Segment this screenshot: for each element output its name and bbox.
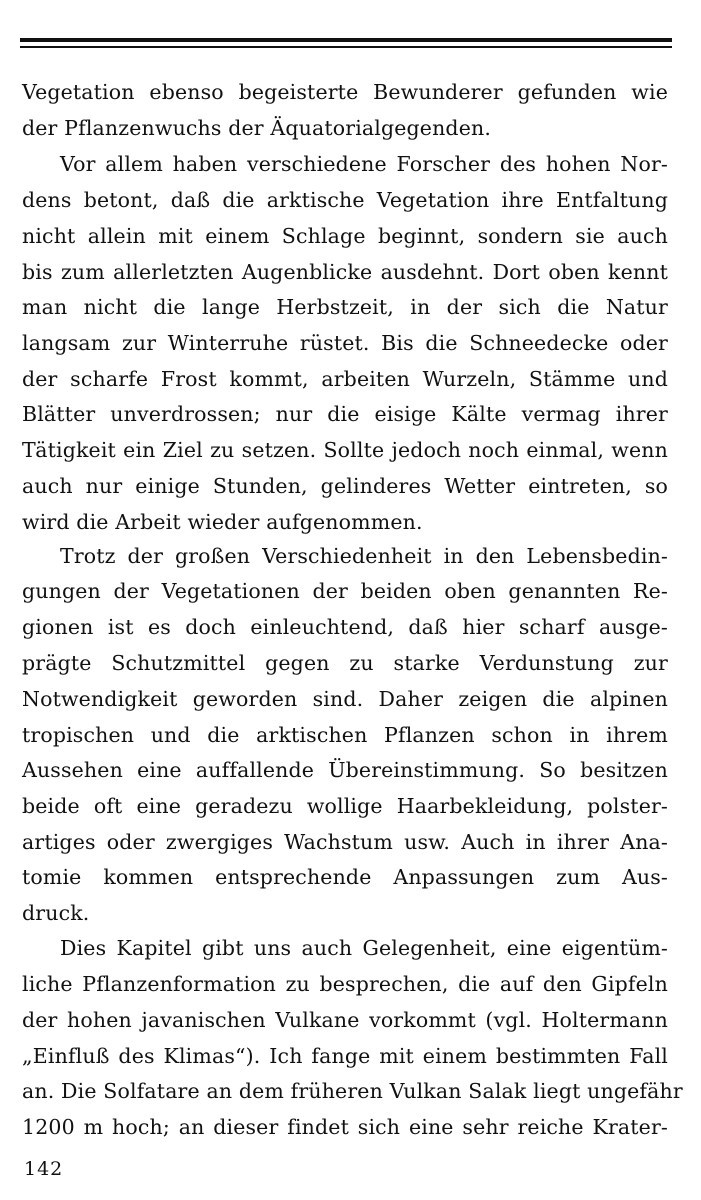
text-line: liche Pflanzenformation zu besprechen, die auf den Gipfeln xyxy=(22,972,668,996)
text-line: artiges oder zwergiges Wachstum usw. Auch in ihrer Ana- xyxy=(22,830,668,854)
text-line: man nicht die lange Herbstzeit, in der sich die Natur xyxy=(22,295,668,319)
text-line: nicht allein mit einem Schlage beginnt, sondern sie auch xyxy=(22,224,668,248)
text-line: prägte Schutzmittel gegen zu starke Verdunstung zur xyxy=(22,651,668,675)
text-line: an. Die Solfatare an dem früheren Vulkan Salak liegt ungefähr xyxy=(22,1079,683,1103)
text-line: der hohen javanischen Vulkane vorkommt (vgl. Holtermann xyxy=(22,1008,668,1032)
page-number: 142 xyxy=(24,1158,64,1180)
header-rule-thin xyxy=(20,46,672,48)
text-line: tomie kommen entsprechende Anpassungen zum Aus- xyxy=(22,865,668,889)
text-line: Vegetation ebenso begeisterte Bewunderer gefunden wie xyxy=(22,80,668,104)
text-line: auch nur einige Stunden, gelinderes Wetter eintreten, so xyxy=(22,474,668,498)
text-line: gionen ist es doch einleuchtend, daß hier scharf ausge- xyxy=(22,615,668,639)
text-line: beide oft eine geradezu wollige Haarbekleidung, polster- xyxy=(22,794,668,818)
text-line: gungen der Vegetationen der beiden oben genannten Re- xyxy=(22,579,668,603)
text-line: wird die Arbeit wieder aufgenommen. xyxy=(22,510,423,534)
text-line: bis zum allerletzten Augenblicke ausdehnt. Dort oben kennt xyxy=(22,260,668,284)
text-line: Aussehen eine auffallende Übereinstimmung. So besitzen xyxy=(22,758,668,782)
text-line: der scharfe Frost kommt, arbeiten Wurzeln, Stämme und xyxy=(22,367,668,391)
text-line: langsam zur Winterruhe rüstet. Bis die Schneedecke oder xyxy=(22,331,668,355)
text-line: „Einfluß des Klimas“). Ich fange mit einem bestimmten Fall xyxy=(22,1044,668,1068)
text-line: tropischen und die arktischen Pflanzen schon in ihrem xyxy=(22,723,668,747)
text-line: Vor allem haben verschiedene Forscher des hohen Nor- xyxy=(60,152,668,176)
header-rule-thick xyxy=(20,38,672,42)
text-line: der Pflanzenwuchs der Äquatorialgegenden. xyxy=(22,116,492,140)
text-line: dens betont, daß die arktische Vegetation ihre Entfaltung xyxy=(22,188,668,212)
text-line: Trotz der großen Verschiedenheit in den Lebensbedin- xyxy=(60,544,668,568)
text-line: Dies Kapitel gibt uns auch Gelegenheit, eine eigentüm- xyxy=(60,936,668,960)
text-line: 1200 m hoch; an dieser findet sich eine sehr reiche Krater- xyxy=(22,1115,668,1139)
text-line: Tätigkeit ein Ziel zu setzen. Sollte jedoch noch einmal, wenn xyxy=(22,438,668,462)
text-line: Blätter unverdrossen; nur die eisige Kälte vermag ihrer xyxy=(22,402,668,426)
text-line: druck. xyxy=(22,901,90,925)
text-line: Notwendigkeit geworden sind. Daher zeigen die alpinen xyxy=(22,687,668,711)
